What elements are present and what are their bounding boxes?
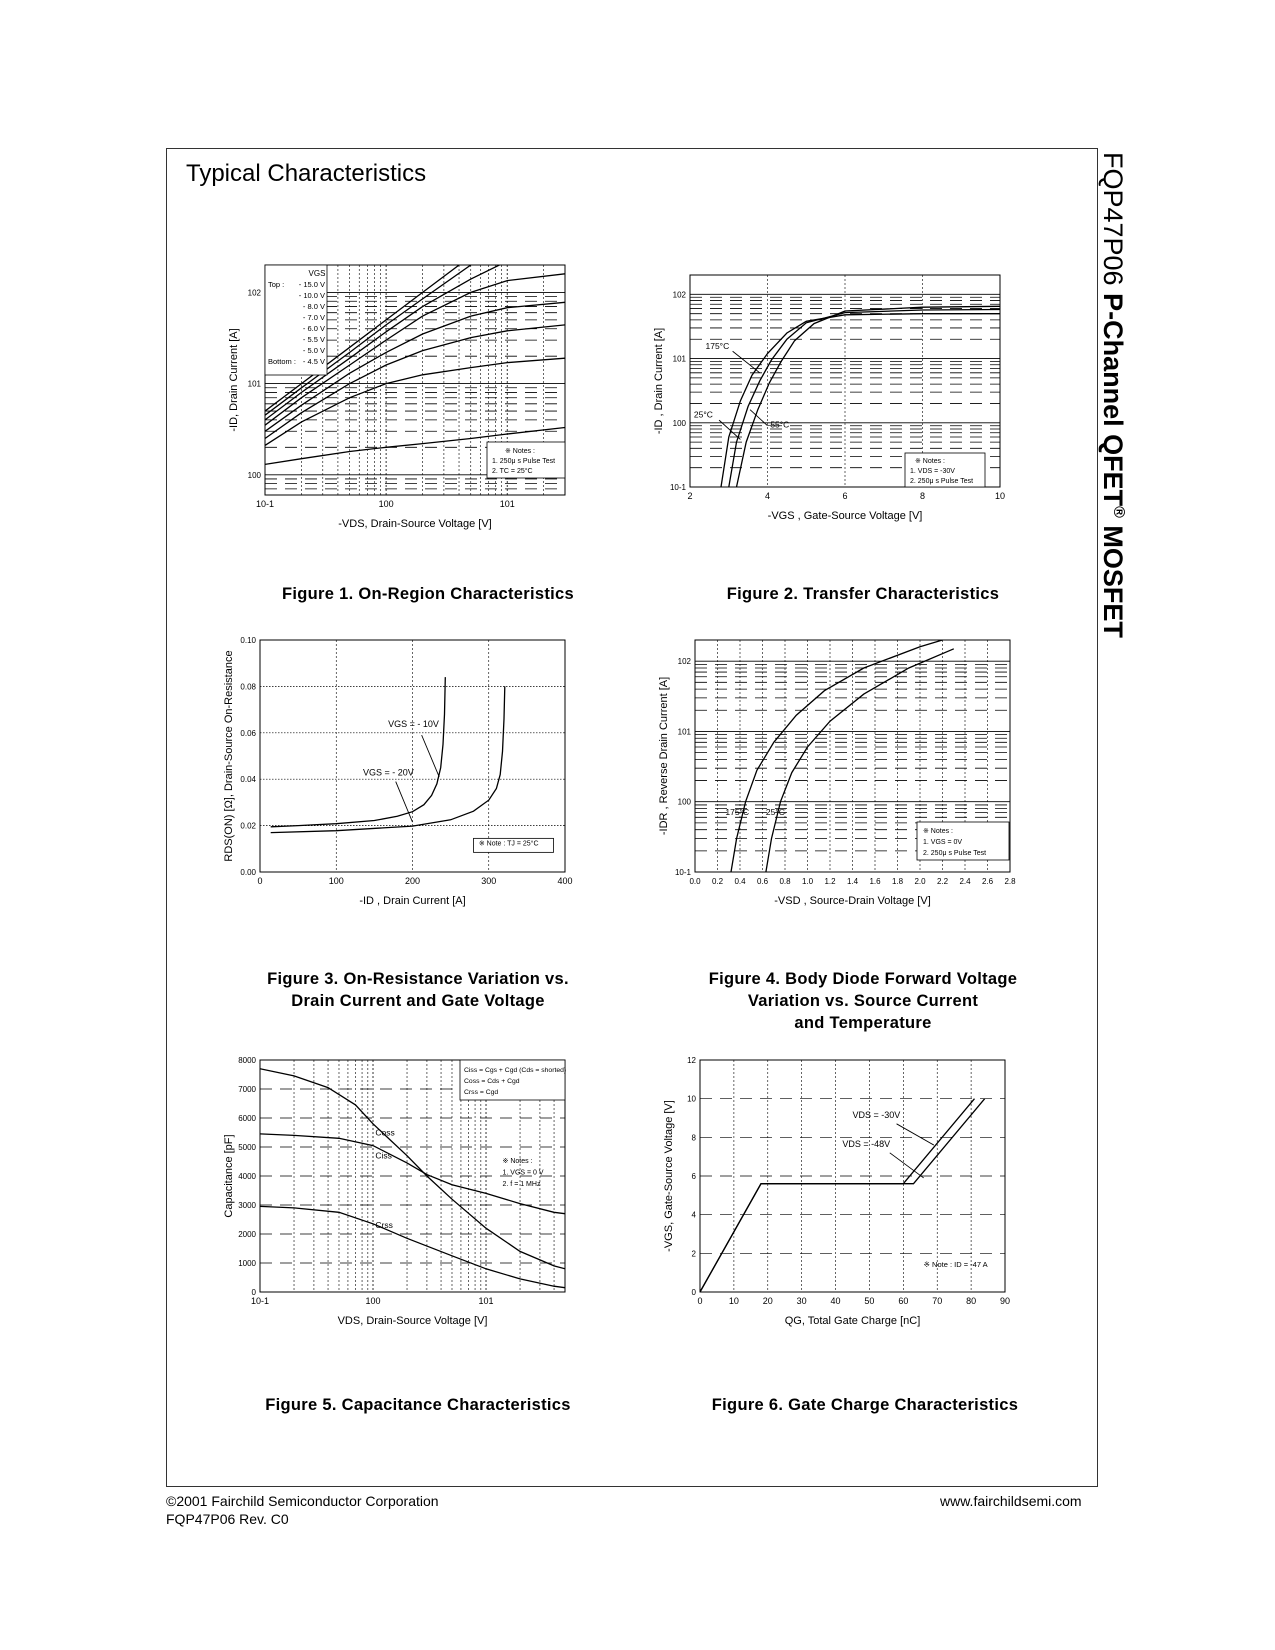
series-line-1 bbox=[271, 686, 505, 832]
note-text: 2. 250μ s Pulse Test bbox=[910, 478, 974, 485]
x-tick-label: 200 bbox=[404, 876, 421, 886]
x-tick-label: 0.4 bbox=[734, 877, 746, 886]
x-tick-label: 4 bbox=[764, 491, 771, 501]
y-tick-label: 6 bbox=[691, 1172, 696, 1181]
y-tick-label: 2000 bbox=[238, 1230, 256, 1239]
figure-1 bbox=[225, 255, 585, 545]
note-text: ※ Notes : bbox=[502, 1157, 533, 1165]
y-tick-label: 101 bbox=[247, 379, 261, 389]
note-text: ※ Notes : bbox=[915, 458, 945, 465]
leader-line bbox=[422, 735, 440, 777]
y-tick-label: 3000 bbox=[238, 1201, 256, 1210]
legend-entry: - 8.0 V bbox=[302, 302, 325, 311]
figure-4-caption-line1: Figure 4. Body Diode Forward Voltage bbox=[708, 970, 1018, 988]
side-title-part: FQP47P06 bbox=[1098, 152, 1128, 286]
figure-2-caption: Figure 2. Transfer Characteristics bbox=[726, 585, 1000, 603]
side-title-rest: P-Channel QFET bbox=[1098, 293, 1128, 507]
figure-5-caption: Figure 5. Capacitance Characteristics bbox=[265, 1396, 571, 1414]
note-text: ※ Notes : bbox=[923, 828, 953, 835]
y-tick-label: 12 bbox=[687, 1056, 696, 1065]
y-tick-label: 102 bbox=[677, 657, 691, 667]
y-tick-label: 0 bbox=[691, 1288, 696, 1297]
annotation: 25°C bbox=[765, 806, 785, 817]
annotation: -55°C bbox=[767, 419, 790, 430]
y-tick-label: 101 bbox=[677, 727, 691, 737]
x-tick-label: 0.6 bbox=[756, 877, 769, 886]
x-tick-label: 0.2 bbox=[711, 877, 724, 886]
annotation: 25°C bbox=[693, 409, 713, 420]
series-group bbox=[260, 1069, 565, 1288]
x-tick-label: 10 bbox=[994, 491, 1006, 501]
annotation: VDS = -30V bbox=[852, 1110, 901, 1120]
x-tick-label: 70 bbox=[932, 1296, 943, 1306]
side-title-end: MOSFET bbox=[1098, 525, 1128, 638]
figure-3-caption bbox=[208, 968, 628, 1012]
y-tick-label: 0.02 bbox=[240, 821, 256, 831]
section-title: Typical Characteristics bbox=[186, 160, 427, 187]
y-tick-label: 2 bbox=[691, 1249, 696, 1259]
y-tick-label: 4 bbox=[691, 1210, 696, 1220]
x-tick-label: 1.8 bbox=[891, 877, 904, 886]
annotation: Ciss bbox=[375, 1150, 392, 1161]
y-tick-label: 0.04 bbox=[240, 775, 256, 785]
x-tick-label: 100 bbox=[328, 876, 344, 886]
x-tick-label: 400 bbox=[557, 876, 573, 886]
figure-6-svg bbox=[650, 1056, 1040, 1360]
legend-entry: Coss = Cds + Cgd bbox=[464, 1078, 520, 1085]
x-tick-label: 10-1 bbox=[255, 499, 275, 509]
figure-3-caption-line2: Drain Current and Gate Voltage bbox=[291, 992, 545, 1010]
figure-5 bbox=[210, 1056, 590, 1360]
x-tick-label: 0.0 bbox=[689, 877, 701, 886]
x-tick-label: 2.8 bbox=[1004, 877, 1016, 886]
y-tick-label: 0.00 bbox=[240, 868, 256, 877]
side-title-reg: ® bbox=[1110, 506, 1127, 518]
y-tick-label: 0.08 bbox=[240, 682, 256, 692]
y-tick-label: 8000 bbox=[238, 1056, 256, 1065]
annotation: Coss bbox=[375, 1127, 395, 1138]
legend-entry: - 15.0 V bbox=[298, 280, 325, 289]
figure-3 bbox=[210, 636, 590, 940]
figure-6-caption: Figure 6. Gate Charge Characteristics bbox=[711, 1396, 1019, 1414]
y-tick-label: 10-1 bbox=[669, 483, 686, 492]
x-tick-label: 10 bbox=[728, 1296, 739, 1306]
y-tick-label: 100 bbox=[677, 797, 691, 807]
x-tick-label: 101 bbox=[499, 499, 515, 509]
figure-1-caption: Figure 1. On-Region Characteristics bbox=[282, 585, 574, 603]
x-tick-label: 0 bbox=[257, 876, 263, 886]
y-axis-label: RDS(ON) [Ω], Drain-Source On-Resistance bbox=[223, 650, 235, 862]
x-tick-label: 30 bbox=[796, 1296, 807, 1306]
annotation: VDS = -48V bbox=[842, 1139, 891, 1149]
figure-4-caption bbox=[653, 968, 1073, 1034]
y-tick-label: 1000 bbox=[238, 1259, 256, 1268]
x-tick-label: 101 bbox=[478, 1296, 494, 1306]
x-tick-label: 2.6 bbox=[981, 877, 994, 886]
note-text: 1. VDS = -30V bbox=[910, 468, 955, 475]
x-tick-label: 8 bbox=[919, 491, 926, 501]
x-tick-label: 1.0 bbox=[801, 877, 814, 886]
x-axis-label: -VDS, Drain-Source Voltage [V] bbox=[338, 518, 492, 530]
figure-3-caption-line1: Figure 3. On-Resistance Variation vs. bbox=[267, 970, 569, 988]
note-text: ※ Note : ID = -47 A bbox=[923, 1259, 988, 1269]
figure-4-svg bbox=[650, 640, 1040, 940]
y-axis-label: -ID, Drain Current [A] bbox=[228, 328, 240, 432]
legend-entry: - 10.0 V bbox=[298, 291, 325, 300]
legend-entry: - 5.5 V bbox=[302, 335, 325, 344]
x-axis-label: QG, Total Gate Charge [nC] bbox=[784, 1315, 921, 1327]
y-tick-label: 0 bbox=[251, 1288, 256, 1297]
x-axis-label: -VGS , Gate-Source Voltage [V] bbox=[767, 510, 923, 522]
legend-entry: - 5.0 V bbox=[302, 346, 325, 355]
figure-2-svg bbox=[650, 255, 1030, 545]
note-text: 2. f = 1 MHz bbox=[502, 1181, 541, 1189]
series-line-2 bbox=[260, 1206, 565, 1287]
legend-entry: Crss = Cgd bbox=[464, 1089, 499, 1096]
x-tick-label: 2.0 bbox=[914, 877, 926, 886]
x-tick-label: 50 bbox=[864, 1296, 875, 1306]
x-tick-label: 100 bbox=[378, 499, 394, 509]
figure-4 bbox=[650, 640, 1040, 940]
y-axis-label: -ID , Drain Current [A] bbox=[653, 327, 665, 435]
y-tick-label: 100 bbox=[247, 470, 261, 480]
x-tick-label: 2.2 bbox=[936, 877, 949, 886]
y-tick-label: 8 bbox=[691, 1133, 696, 1143]
x-tick-label: 10-1 bbox=[250, 1296, 270, 1306]
note-text: ※ Notes : bbox=[505, 448, 535, 455]
x-tick-label: 90 bbox=[999, 1296, 1011, 1306]
y-tick-label: 6000 bbox=[238, 1114, 256, 1123]
y-axis-label: -IDR , Reverse Drain Current [A] bbox=[658, 676, 670, 836]
series-group bbox=[271, 677, 505, 833]
x-tick-label: 40 bbox=[830, 1296, 841, 1306]
figure-6 bbox=[650, 1056, 1040, 1360]
x-tick-label: 6 bbox=[842, 491, 848, 501]
x-tick-label: 2 bbox=[687, 491, 693, 501]
side-title bbox=[1097, 152, 1128, 638]
x-tick-label: 100 bbox=[365, 1296, 381, 1306]
note-text: 1. 250μ s Pulse Test bbox=[492, 458, 556, 465]
x-tick-label: 0 bbox=[697, 1296, 703, 1306]
annotation: VGS = - 20V bbox=[362, 767, 414, 778]
x-tick-label: 1.4 bbox=[846, 877, 859, 886]
figure-5-svg bbox=[210, 1056, 590, 1360]
y-tick-label: 102 bbox=[672, 290, 686, 300]
legend-prefix: Bottom : bbox=[268, 357, 296, 366]
note-text: 1. VGS = 0V bbox=[923, 839, 963, 846]
x-axis-label: VDS, Drain-Source Voltage [V] bbox=[337, 1315, 488, 1327]
y-tick-label: 100 bbox=[672, 418, 686, 428]
legend-entry: - 4.5 V bbox=[302, 357, 325, 366]
figure-2 bbox=[650, 255, 1030, 545]
x-axis-label: -VSD , Source-Drain Voltage [V] bbox=[774, 895, 931, 907]
y-tick-label: 7000 bbox=[238, 1085, 256, 1094]
leader-line bbox=[897, 1124, 934, 1145]
grid bbox=[260, 640, 565, 872]
series-line-0 bbox=[271, 677, 446, 827]
footer-revision: FQP47P06 Rev. C0 bbox=[166, 1511, 289, 1527]
x-tick-label: 2.4 bbox=[959, 877, 971, 886]
y-tick-label: 0.10 bbox=[240, 636, 256, 645]
y-tick-label: 101 bbox=[672, 354, 686, 364]
grid bbox=[700, 1060, 1005, 1292]
annotation: 175°C bbox=[725, 806, 750, 817]
note-text: ※ Note : TJ = 25°C bbox=[478, 840, 539, 848]
y-tick-label: 5000 bbox=[238, 1143, 256, 1152]
figure-4-caption-line2: Variation vs. Source Current bbox=[747, 992, 979, 1010]
y-tick-label: 0.06 bbox=[240, 728, 256, 738]
note-text: 2. 250μ s Pulse Test bbox=[923, 850, 987, 857]
x-tick-label: 300 bbox=[481, 876, 497, 886]
annotation: Crss bbox=[375, 1220, 393, 1231]
figure-3-svg bbox=[210, 636, 590, 940]
y-axis-label: Capacitance [pF] bbox=[223, 1134, 235, 1218]
y-tick-label: 4000 bbox=[238, 1172, 256, 1181]
legend-entry: Ciss = Cgs + Cgd (Cds = shorted) bbox=[464, 1067, 567, 1074]
legend-entry: - 7.0 V bbox=[302, 313, 325, 322]
x-tick-label: 1.2 bbox=[824, 877, 836, 886]
x-tick-label: 1.6 bbox=[869, 877, 881, 886]
note-text: 2. TC = 25°C bbox=[492, 468, 533, 475]
x-tick-label: 80 bbox=[966, 1296, 977, 1306]
footer-copyright: ©2001 Fairchild Semiconductor Corporation bbox=[166, 1493, 439, 1509]
legend-header: VGS bbox=[308, 269, 326, 278]
x-tick-label: 20 bbox=[762, 1296, 773, 1306]
figure-4-caption-line3: and Temperature bbox=[794, 1014, 932, 1032]
leader-line bbox=[733, 351, 760, 373]
figure-1-svg bbox=[225, 255, 585, 545]
y-tick-label: 10-1 bbox=[674, 868, 691, 877]
y-axis-label: -VGS, Gate-Source Voltage [V] bbox=[663, 1100, 675, 1252]
x-axis-label: -ID , Drain Current [A] bbox=[359, 895, 466, 907]
y-tick-label: 102 bbox=[247, 288, 261, 298]
legend-prefix: Top : bbox=[268, 280, 285, 289]
y-tick-label: 10 bbox=[687, 1094, 696, 1104]
footer-website: www.fairchildsemi.com bbox=[940, 1493, 1082, 1509]
note-text: 1. VGS = 0 V bbox=[502, 1169, 544, 1177]
x-tick-label: 0.8 bbox=[779, 877, 791, 886]
legend-entry: - 6.0 V bbox=[302, 324, 325, 333]
annotation: 175°C bbox=[705, 341, 730, 352]
x-tick-label: 60 bbox=[898, 1296, 909, 1306]
annotation: VGS = - 10V bbox=[388, 719, 439, 729]
